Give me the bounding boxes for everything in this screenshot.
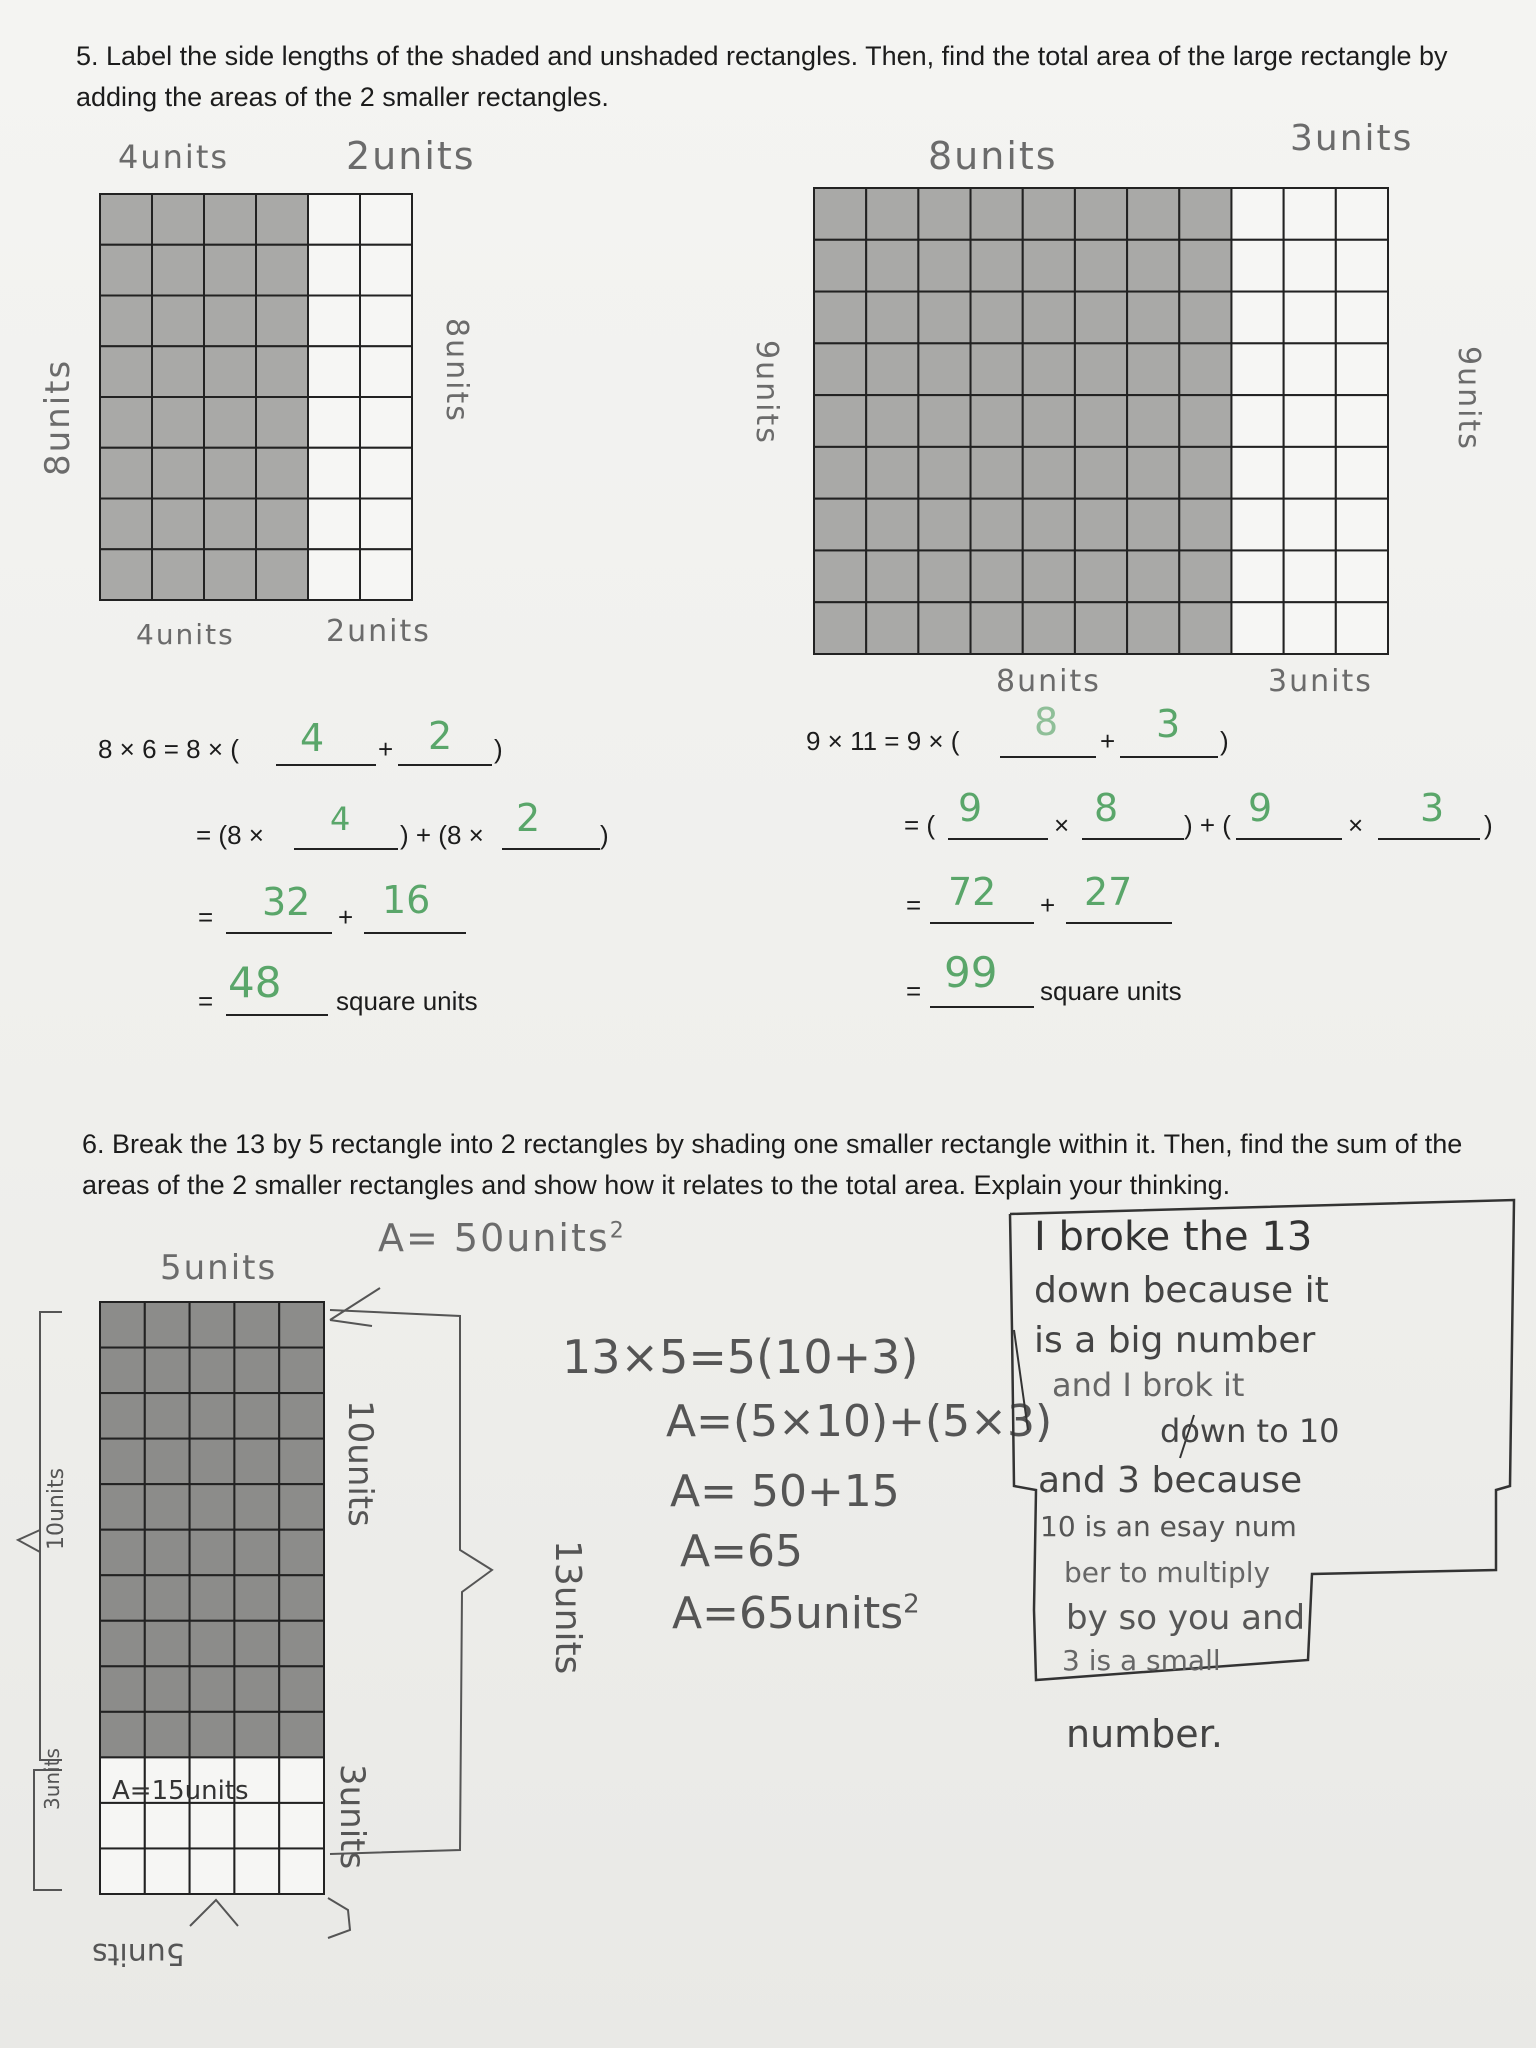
- shaded-grid-cell: [100, 499, 152, 550]
- unshaded-grid-cell: [360, 346, 412, 397]
- shaded-grid-cell: [866, 240, 918, 292]
- shaded-grid-cell: [918, 240, 970, 292]
- unshaded-grid-cell: [1231, 188, 1283, 240]
- right-eq4-suffix: square units: [1040, 976, 1182, 1006]
- left-bottom-label-a: 4units: [136, 618, 235, 651]
- shaded-grid-cell: [918, 602, 970, 654]
- unshaded-grid-cell: [360, 448, 412, 499]
- shaded-grid-cell: [971, 240, 1023, 292]
- problem5-prompt: 5. Label the side lengths of the shaded and unshaded rectangles. Then, find the total area of the large rectangle by adding the areas of the 2 smaller rectangles.: [76, 41, 1448, 112]
- shaded-grid-cell: [256, 549, 308, 600]
- shaded-grid-cell: [1023, 447, 1075, 499]
- shaded-grid-cell: [814, 292, 866, 344]
- shaded-grid-cell: [1023, 188, 1075, 240]
- p6-explanation-line5: down to 10: [1160, 1412, 1340, 1450]
- right-top-label-b: 3units: [1290, 118, 1414, 159]
- right-eq3-blank-a: [930, 922, 1034, 924]
- shaded-grid-cell: [1075, 343, 1127, 395]
- p6-work-line5-exp: 2: [903, 1589, 920, 1620]
- right-side-label-right: 9units: [1451, 346, 1486, 451]
- shaded-grid-cell: [918, 188, 970, 240]
- p6-explanation-line11: number.: [1066, 1712, 1223, 1756]
- right-eq2-blank-b: [1082, 838, 1184, 840]
- right-eq2-answer-d: 3: [1420, 786, 1445, 830]
- unshaded-grid-cell: [308, 346, 360, 397]
- p6-explanation-line7: 10 is an esay num: [1040, 1510, 1297, 1543]
- unshaded-grid-cell: [1284, 188, 1336, 240]
- unshaded-grid-cell: [1336, 602, 1388, 654]
- shaded-grid-cell: [918, 550, 970, 602]
- shaded-grid-cell: [971, 343, 1023, 395]
- left-eq1-blank-b: [398, 764, 492, 766]
- right-eq1-close: ): [1220, 726, 1229, 756]
- unshaded-grid-cell: [1284, 240, 1336, 292]
- shaded-grid-cell: [1075, 240, 1127, 292]
- left-bottom-label-b: 2units: [326, 614, 431, 649]
- shaded-grid-cell: [866, 395, 918, 447]
- p6-area-note-exp: 2: [609, 1218, 626, 1244]
- shaded-grid-cell: [100, 397, 152, 448]
- right-eq2-blank-a: [948, 838, 1048, 840]
- left-eq4-equals: =: [198, 986, 214, 1016]
- right-eq2-blank-c: [1236, 838, 1342, 840]
- shaded-grid-cell: [100, 448, 152, 499]
- left-eq3-blank-b: [364, 932, 466, 934]
- p6-bottom-label: 5units: [92, 1936, 185, 1971]
- left-eq1-answer-a: 4: [300, 716, 325, 760]
- unshaded-grid-cell: [1231, 499, 1283, 551]
- p6-area-note-text: A= 50units: [378, 1216, 610, 1260]
- right-eq1-answer-b: 3: [1156, 702, 1181, 746]
- shaded-grid-cell: [866, 447, 918, 499]
- right-eq2-times1: ×: [1054, 810, 1070, 840]
- unshaded-grid-cell: [308, 245, 360, 296]
- shaded-grid-cell: [100, 245, 152, 296]
- shaded-grid-cell: [152, 346, 204, 397]
- unshaded-grid-cell: [1284, 447, 1336, 499]
- left-eq-line1: [98, 734, 239, 765]
- right-eq2-close: ): [1484, 810, 1493, 840]
- shaded-grid-cell: [204, 346, 256, 397]
- shaded-grid-cell: [971, 188, 1023, 240]
- unshaded-grid-cell: [1231, 447, 1283, 499]
- unshaded-grid-cell: [360, 296, 412, 347]
- shaded-grid-cell: [1179, 343, 1231, 395]
- shaded-grid-cell: [256, 346, 308, 397]
- unshaded-grid-cell: [360, 397, 412, 448]
- shaded-grid-cell: [814, 188, 866, 240]
- shaded-grid-cell: [152, 245, 204, 296]
- left-eq2-answer-b: 2: [516, 796, 541, 840]
- shaded-grid-cell: [971, 499, 1023, 551]
- unshaded-grid-cell: [360, 549, 412, 600]
- p6-work-line4: A=65: [680, 1526, 803, 1577]
- shaded-grid-cell: [866, 499, 918, 551]
- shaded-grid-cell: [1075, 499, 1127, 551]
- shaded-grid-cell: [1179, 550, 1231, 602]
- unshaded-grid-cell: [308, 549, 360, 600]
- shaded-grid-cell: [152, 296, 204, 347]
- shaded-grid-cell: [814, 602, 866, 654]
- shaded-grid-cell: [152, 194, 204, 245]
- unshaded-grid-cell: [360, 499, 412, 550]
- left-eq3-equals: =: [198, 902, 214, 932]
- unshaded-grid-cell: [1336, 240, 1388, 292]
- unshaded-grid-cell: [1231, 240, 1283, 292]
- shaded-grid-cell: [1127, 499, 1179, 551]
- shaded-grid-cell: [1023, 240, 1075, 292]
- right-top-label-a: 8units: [928, 134, 1058, 178]
- shaded-grid-cell: [918, 395, 970, 447]
- shaded-grid-cell: [256, 397, 308, 448]
- shaded-grid-cell: [1127, 602, 1179, 654]
- p6-left-10-label: 10units: [44, 1467, 69, 1550]
- unshaded-grid-cell: [1336, 292, 1388, 344]
- p6-small-area-label: A=15units: [112, 1776, 249, 1806]
- shaded-grid-cell: [152, 448, 204, 499]
- right-eq3-answer-a: 72: [948, 870, 997, 914]
- shaded-grid-cell: [1179, 499, 1231, 551]
- left-eq4-suffix: square units: [336, 986, 478, 1016]
- unshaded-grid-cell: [1231, 343, 1283, 395]
- right-eq2-answer-a: 9: [958, 786, 983, 830]
- unshaded-grid-cell: [308, 194, 360, 245]
- right-eq4-equals: =: [906, 976, 922, 1006]
- shaded-grid-cell: [1023, 550, 1075, 602]
- p6-explanation-line9: by so you and: [1066, 1598, 1306, 1638]
- problem6-prompt: 6. Break the 13 by 5 rectangle into 2 rectangles by shading one smaller rectangle within it. Then, find the sum of the areas of the 2 smaller rectangles and show how it relates to the total area. Explain your thinking.: [82, 1129, 1463, 1200]
- p6-work-line5-text: A=65units: [672, 1588, 904, 1639]
- shaded-grid-cell: [204, 194, 256, 245]
- shaded-grid-cell: [918, 343, 970, 395]
- left-eq3-answer-a: 32: [262, 880, 311, 924]
- unshaded-grid-cell: [1336, 343, 1388, 395]
- shaded-grid-cell: [1023, 343, 1075, 395]
- shaded-grid-cell: [971, 550, 1023, 602]
- right-eq2-times2: ×: [1348, 810, 1364, 840]
- right-eq4-blank: [930, 1006, 1034, 1008]
- shaded-grid-cell: [866, 343, 918, 395]
- shaded-grid-cell: [866, 602, 918, 654]
- shaded-grid-cell: [204, 245, 256, 296]
- p6-left-3-label: 3units: [40, 1748, 64, 1810]
- left-side-label-inner: 8units: [439, 318, 474, 423]
- shaded-grid-cell: [204, 499, 256, 550]
- unshaded-grid-cell: [1336, 395, 1388, 447]
- p6-side-3-label: 3units: [332, 1764, 372, 1870]
- shaded-grid-cell: [256, 448, 308, 499]
- shaded-grid-cell: [1179, 188, 1231, 240]
- shaded-grid-cell: [1127, 292, 1179, 344]
- shaded-grid-cell: [866, 292, 918, 344]
- shaded-grid-cell: [204, 448, 256, 499]
- p6-work-line1: 13×5=5(10+3): [562, 1330, 919, 1384]
- shaded-grid-cell: [256, 296, 308, 347]
- left-eq2-mid: ) + (8 ×: [400, 820, 484, 850]
- shaded-grid-cell: [814, 447, 866, 499]
- shaded-grid-cell: [100, 346, 152, 397]
- shaded-grid-cell: [256, 245, 308, 296]
- right-eq2-answer-c: 9: [1248, 786, 1273, 830]
- left-eq4-blank: [226, 1014, 328, 1016]
- shaded-grid-cell: [1179, 292, 1231, 344]
- unshaded-grid-cell: [1336, 499, 1388, 551]
- shaded-grid-cell: [1023, 602, 1075, 654]
- p6-explanation-line1: I broke the 13: [1034, 1214, 1313, 1260]
- shaded-grid-cell: [1023, 499, 1075, 551]
- shaded-grid-cell: [1127, 550, 1179, 602]
- shaded-grid-cell: [1075, 188, 1127, 240]
- right-eq2-answer-b: 8: [1094, 786, 1119, 830]
- left-eq3-answer-b: 16: [382, 878, 431, 922]
- unshaded-grid-cell: [1231, 292, 1283, 344]
- shaded-grid-cell: [971, 292, 1023, 344]
- shaded-grid-cell: [256, 194, 308, 245]
- unshaded-grid-cell: [1284, 602, 1336, 654]
- left-eq2-close: ): [600, 820, 609, 850]
- unshaded-grid-cell: [1336, 188, 1388, 240]
- unshaded-grid-cell: [308, 448, 360, 499]
- left-eq1-prefix: 8 × 6 = 8 × (: [98, 734, 239, 764]
- right-eq1-answer-a: 8: [1034, 700, 1059, 744]
- shaded-grid-cell: [1127, 447, 1179, 499]
- right-eq2-prefix: = (: [904, 810, 936, 840]
- p6-long-side-label: 13units: [547, 1540, 588, 1675]
- left-eq3-plus: +: [338, 902, 354, 932]
- shaded-grid-cell: [814, 550, 866, 602]
- shaded-grid-cell: [1179, 447, 1231, 499]
- right-bottom-label-a: 8units: [996, 664, 1101, 699]
- right-eq3-equals: =: [906, 890, 922, 920]
- left-side-label-outer: 8units: [38, 358, 78, 476]
- unshaded-grid-cell: [1284, 292, 1336, 344]
- p6-explanation-line2: down because it: [1034, 1270, 1329, 1311]
- shaded-grid-cell: [1075, 550, 1127, 602]
- shaded-grid-cell: [1179, 240, 1231, 292]
- p6-explanation-line3: is a big number: [1034, 1320, 1316, 1361]
- shaded-grid-cell: [918, 292, 970, 344]
- shaded-grid-cell: [100, 296, 152, 347]
- p6-side-10-label: 10units: [340, 1400, 380, 1527]
- shaded-grid-cell: [204, 296, 256, 347]
- shaded-grid-cell: [971, 395, 1023, 447]
- shaded-grid-cell: [1179, 395, 1231, 447]
- left-eq1-close: ): [494, 734, 503, 764]
- left-eq2-blank-a: [294, 848, 398, 850]
- unshaded-grid-cell: [308, 499, 360, 550]
- left-eq1-answer-b: 2: [428, 714, 453, 758]
- left-eq2-answer-a: 4: [330, 800, 351, 838]
- right-eq1-blank-b: [1120, 756, 1218, 758]
- right-eq3-answer-b: 27: [1084, 870, 1133, 914]
- shaded-grid-cell: [1023, 395, 1075, 447]
- shaded-grid-cell: [1127, 343, 1179, 395]
- unshaded-grid-cell: [1231, 602, 1283, 654]
- right-eq1-blank-a: [1000, 756, 1096, 758]
- shaded-grid-cell: [1075, 602, 1127, 654]
- left-rectangle-grid: [98, 192, 414, 602]
- left-eq2-blank-b: [502, 848, 600, 850]
- shaded-grid-cell: [814, 240, 866, 292]
- shaded-grid-cell: [971, 447, 1023, 499]
- left-eq1-plus: +: [378, 734, 394, 764]
- left-top-label-a: 4units: [118, 138, 230, 176]
- left-eq4-answer: 48: [228, 958, 282, 1007]
- shaded-grid-cell: [918, 499, 970, 551]
- shaded-grid-cell: [866, 550, 918, 602]
- unshaded-grid-cell: [1284, 395, 1336, 447]
- right-eq4-answer: 99: [944, 948, 998, 997]
- shaded-grid-cell: [971, 602, 1023, 654]
- unshaded-grid-cell: [1336, 550, 1388, 602]
- shaded-grid-cell: [204, 397, 256, 448]
- p6-top-label: 5units: [160, 1248, 278, 1288]
- shaded-grid-cell: [100, 194, 152, 245]
- shaded-grid-cell: [1075, 292, 1127, 344]
- shaded-grid-cell: [814, 499, 866, 551]
- p6-work-line3: A= 50+15: [670, 1466, 900, 1517]
- p6-explanation-line4: and I brok it: [1052, 1366, 1245, 1404]
- left-eq3-blank-a: [226, 932, 332, 934]
- p6-work-line2: A=(5×10)+(5×3): [666, 1396, 1053, 1447]
- shaded-grid-cell: [1023, 292, 1075, 344]
- shaded-grid-cell: [152, 499, 204, 550]
- left-eq2-prefix: = (8 ×: [196, 820, 264, 850]
- shaded-grid-cell: [256, 499, 308, 550]
- unshaded-grid-cell: [360, 245, 412, 296]
- shaded-grid-cell: [814, 343, 866, 395]
- shaded-grid-cell: [1075, 447, 1127, 499]
- right-eq2-mid: ) + (: [1184, 810, 1231, 840]
- p6-explanation-line10: 3 is a small: [1062, 1644, 1221, 1677]
- shaded-grid-cell: [152, 549, 204, 600]
- right-bottom-label-b: 3units: [1268, 664, 1373, 699]
- shaded-grid-cell: [1127, 395, 1179, 447]
- unshaded-grid-cell: [1284, 343, 1336, 395]
- unshaded-grid-cell: [1231, 395, 1283, 447]
- unshaded-grid-cell: [1284, 499, 1336, 551]
- shaded-grid-cell: [204, 549, 256, 600]
- shaded-grid-cell: [1127, 188, 1179, 240]
- right-side-label-left: 9units: [749, 340, 784, 445]
- shaded-grid-cell: [918, 447, 970, 499]
- left-eq1-blank-a: [276, 764, 376, 766]
- right-eq1-prefix: 9 × 11 = 9 × (: [806, 726, 960, 756]
- unshaded-grid-cell: [1336, 447, 1388, 499]
- right-eq3-plus: +: [1040, 890, 1056, 920]
- unshaded-grid-cell: [360, 194, 412, 245]
- shaded-grid-cell: [814, 395, 866, 447]
- right-eq1-plus: +: [1100, 726, 1116, 756]
- p6-explanation-line8: ber to multiply: [1064, 1556, 1271, 1589]
- shaded-grid-cell: [152, 397, 204, 448]
- shaded-grid-cell: [866, 188, 918, 240]
- unshaded-grid-cell: [308, 296, 360, 347]
- right-eq3-blank-b: [1066, 922, 1172, 924]
- p6-explanation-line6: and 3 because: [1038, 1460, 1303, 1501]
- unshaded-grid-cell: [1231, 550, 1283, 602]
- unshaded-grid-cell: [1284, 550, 1336, 602]
- shaded-grid-cell: [1127, 240, 1179, 292]
- unshaded-grid-cell: [308, 397, 360, 448]
- shaded-grid-cell: [100, 549, 152, 600]
- shaded-grid-cell: [1179, 602, 1231, 654]
- right-rectangle-grid: [812, 186, 1390, 656]
- right-eq2-blank-d: [1378, 838, 1480, 840]
- shaded-grid-cell: [1075, 395, 1127, 447]
- left-top-label-b: 2units: [346, 134, 476, 178]
